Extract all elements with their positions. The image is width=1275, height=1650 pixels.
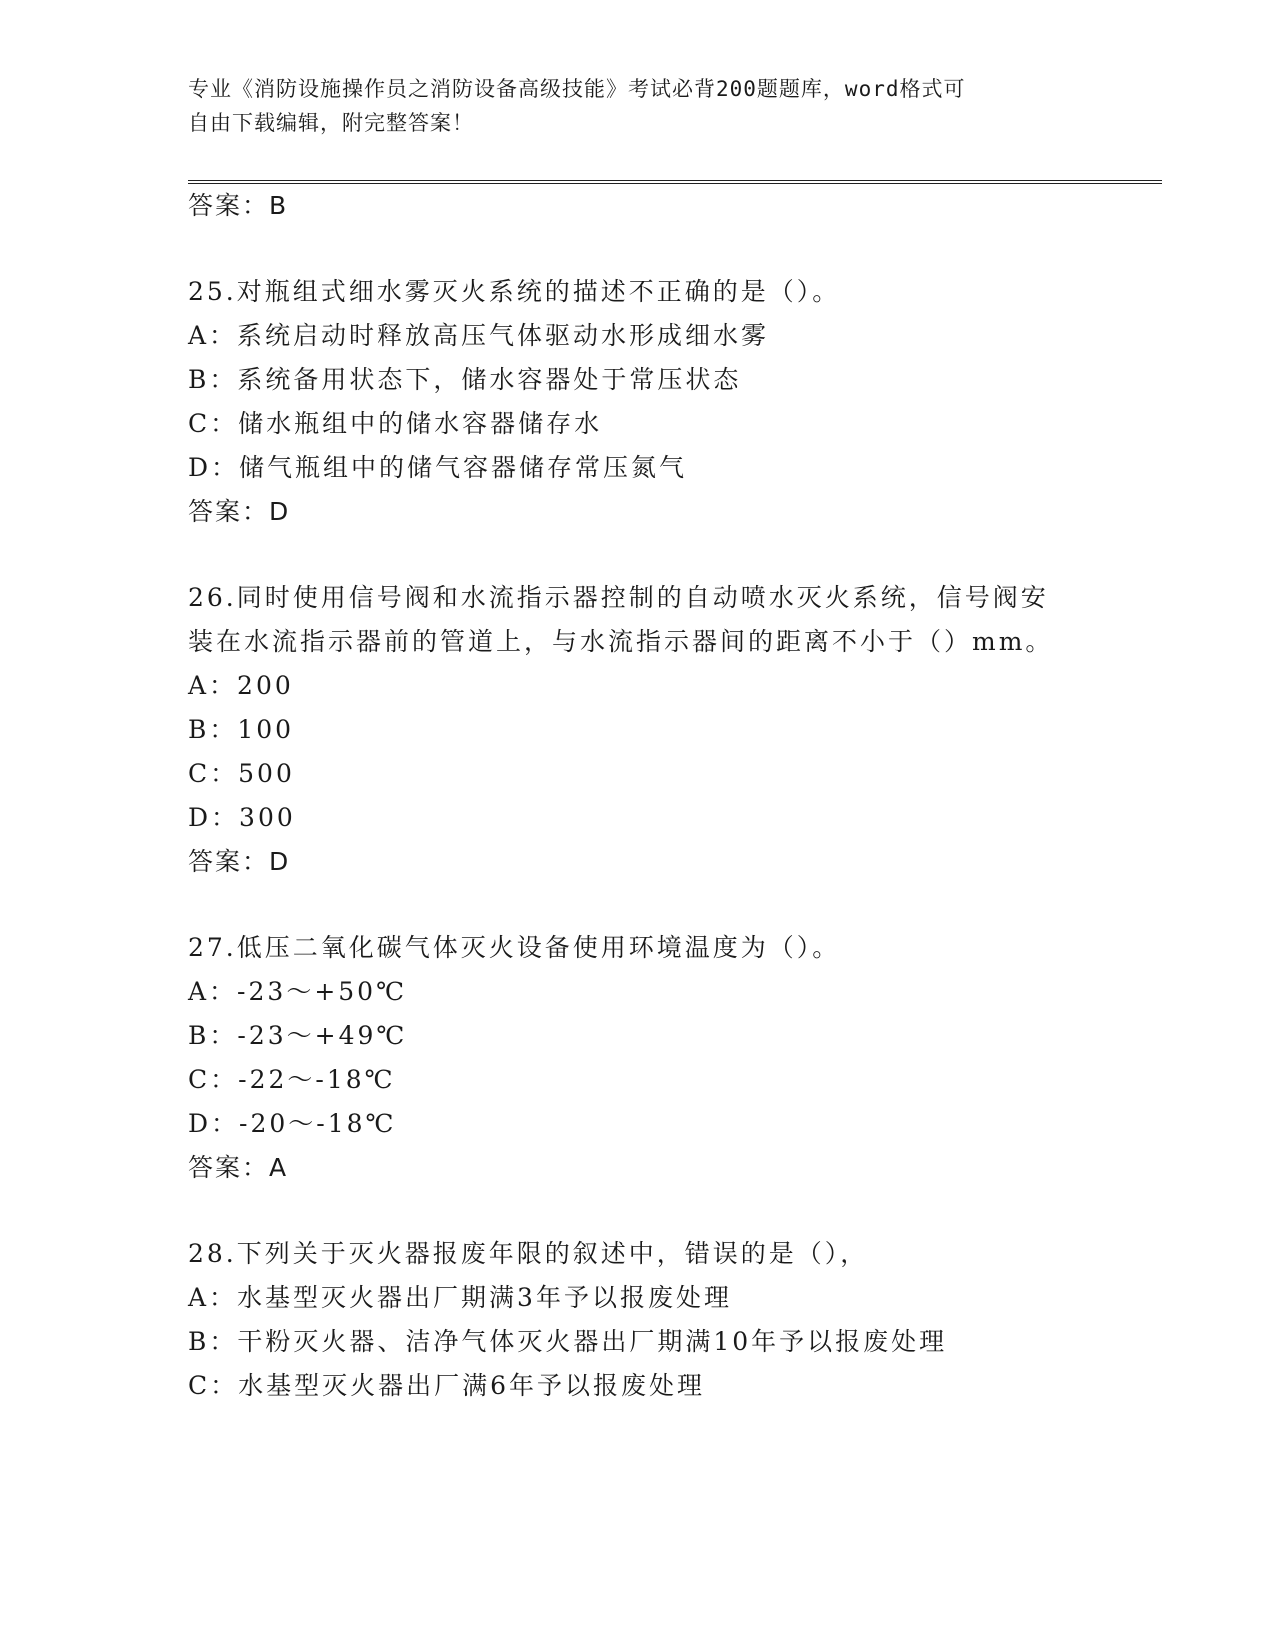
question-26-option-a: A：200	[188, 671, 294, 700]
question-26-option-d: D：300	[188, 803, 296, 832]
question-25-stem: 25.对瓶组式细水雾灭火系统的描述不正确的是（）。	[188, 277, 841, 306]
question-25-option-c: C：储水瓶组中的储水容器储存水	[188, 409, 603, 438]
question-27-stem: 27.低压二氧化碳气体灭火设备使用环境温度为（）。	[188, 933, 841, 962]
answer-24: 答案：B	[188, 191, 289, 220]
question-26-option-c: C：500	[188, 759, 295, 788]
answer-26: 答案：D	[188, 847, 291, 876]
question-26-option-b: B：100	[188, 715, 295, 744]
document-header	[188, 72, 1088, 140]
question-26-stem-line-1: 26.同时使用信号阀和水流指示器控制的自动喷水灭火系统，信号阀安	[188, 583, 1049, 612]
header-line-2: 自由下载编辑，附完整答案！	[188, 111, 474, 135]
question-27-option-a: A：-23～+50℃	[188, 977, 408, 1006]
question-27-option-b: B：-23～+49℃	[188, 1021, 408, 1050]
question-26-stem-line-2: 装在水流指示器前的管道上，与水流指示器间的距离不小于（）mm。	[188, 627, 1054, 656]
question-28-stem: 28.下列关于灭火器报废年限的叙述中，错误的是（），	[188, 1239, 869, 1268]
question-25-option-d: D：储气瓶组中的储气容器储存常压氮气	[188, 453, 688, 482]
header-divider	[188, 180, 1162, 184]
question-27-option-c: C：-22～-18℃	[188, 1065, 396, 1094]
question-28-option-b: B：干粉灭火器、洁净气体灭火器出厂期满10年予以报废处理	[188, 1327, 948, 1356]
answer-27: 答案：A	[188, 1153, 289, 1182]
answer-25: 答案：D	[188, 497, 291, 526]
question-25-option-a: A：系统启动时释放高压气体驱动水形成细水雾	[188, 321, 770, 350]
question-25-option-b: B：系统备用状态下，储水容器处于常压状态	[188, 365, 742, 394]
header-line-1: 专业《消防设施操作员之消防设备高级技能》考试必背200题题库，word格式可	[188, 77, 966, 101]
question-27-option-d: D：-20～-18℃	[188, 1109, 397, 1138]
question-28-option-a: A：水基型灭火器出厂期满3年予以报废处理	[188, 1283, 732, 1312]
question-28-option-c: C：水基型灭火器出厂满6年予以报废处理	[188, 1371, 706, 1400]
